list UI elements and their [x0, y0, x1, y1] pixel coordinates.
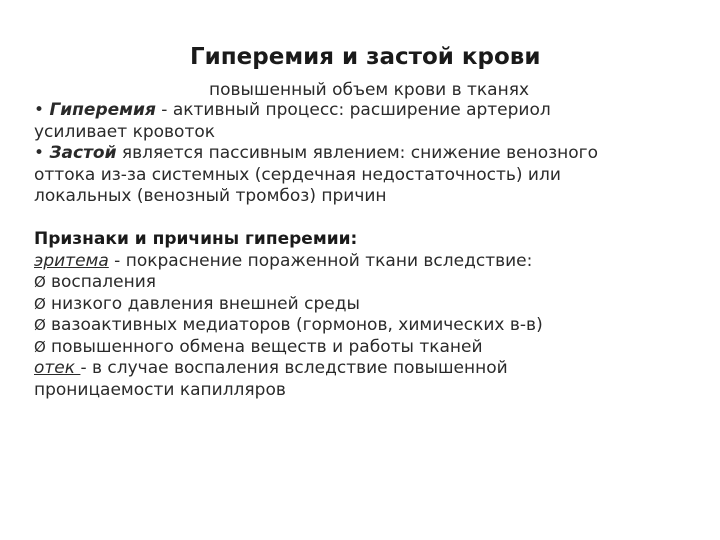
- slide-body: [34, 100, 674, 401]
- bullet-hyperemia-text: - активный процесс: расширение артериол: [155, 100, 551, 120]
- slide-subtitle: повышенный объем крови в тканях: [209, 80, 530, 100]
- edema-line1: [34, 358, 674, 380]
- bullet-marker: •: [34, 143, 50, 163]
- edema-line2: проницаемости капилляров: [34, 379, 286, 400]
- section-heading: Признаки и причины гиперемии:: [34, 229, 358, 249]
- cause-text: вазоактивных медиаторов (гормонов, химических в-в): [51, 315, 543, 335]
- cause-item: [34, 294, 674, 316]
- arrow-bullet-icon: Ø: [34, 294, 46, 313]
- spacer: [34, 208, 674, 230]
- arrow-bullet-icon: Ø: [34, 337, 46, 356]
- arrow-bullet-icon: Ø: [34, 273, 46, 291]
- bullet-stasis-line1: [34, 143, 674, 165]
- cause-text: воспаления: [51, 272, 157, 292]
- bullet-marker: •: [34, 100, 50, 120]
- bullet-hyperemia-line2: усиливает кровоток: [34, 121, 216, 142]
- term-hyperemia: Гиперемия: [49, 100, 156, 120]
- erythema-line: [34, 251, 674, 273]
- cause-item: [34, 315, 674, 337]
- erythema-text: - покраснение пораженной ткани вследствие:: [108, 250, 533, 271]
- bullet-hyperemia-line1: [34, 100, 674, 122]
- cause-text: повышенного обмена веществ и работы тканей: [51, 336, 483, 357]
- term-erythema: эритема: [34, 250, 109, 271]
- bullet-stasis-line3: локальных (венозный тромбоз) причин: [34, 186, 387, 206]
- edema-text: - в случае воспаления вследствие повышенной: [80, 358, 508, 378]
- bullet-stasis-text: является пассивным явлением: снижение венозного: [116, 143, 598, 163]
- cause-item: [34, 337, 674, 359]
- bullet-stasis-line2: оттока из-за системных (сердечная недостаточность) или: [34, 164, 561, 185]
- arrow-bullet-icon: Ø: [34, 316, 46, 334]
- term-edema: отек: [34, 358, 81, 378]
- cause-text: низкого давления внешней среды: [51, 293, 360, 314]
- term-stasis: Застой: [49, 143, 117, 163]
- slide-title: Гиперемия и застой крови: [190, 44, 541, 70]
- cause-item: [34, 272, 674, 294]
